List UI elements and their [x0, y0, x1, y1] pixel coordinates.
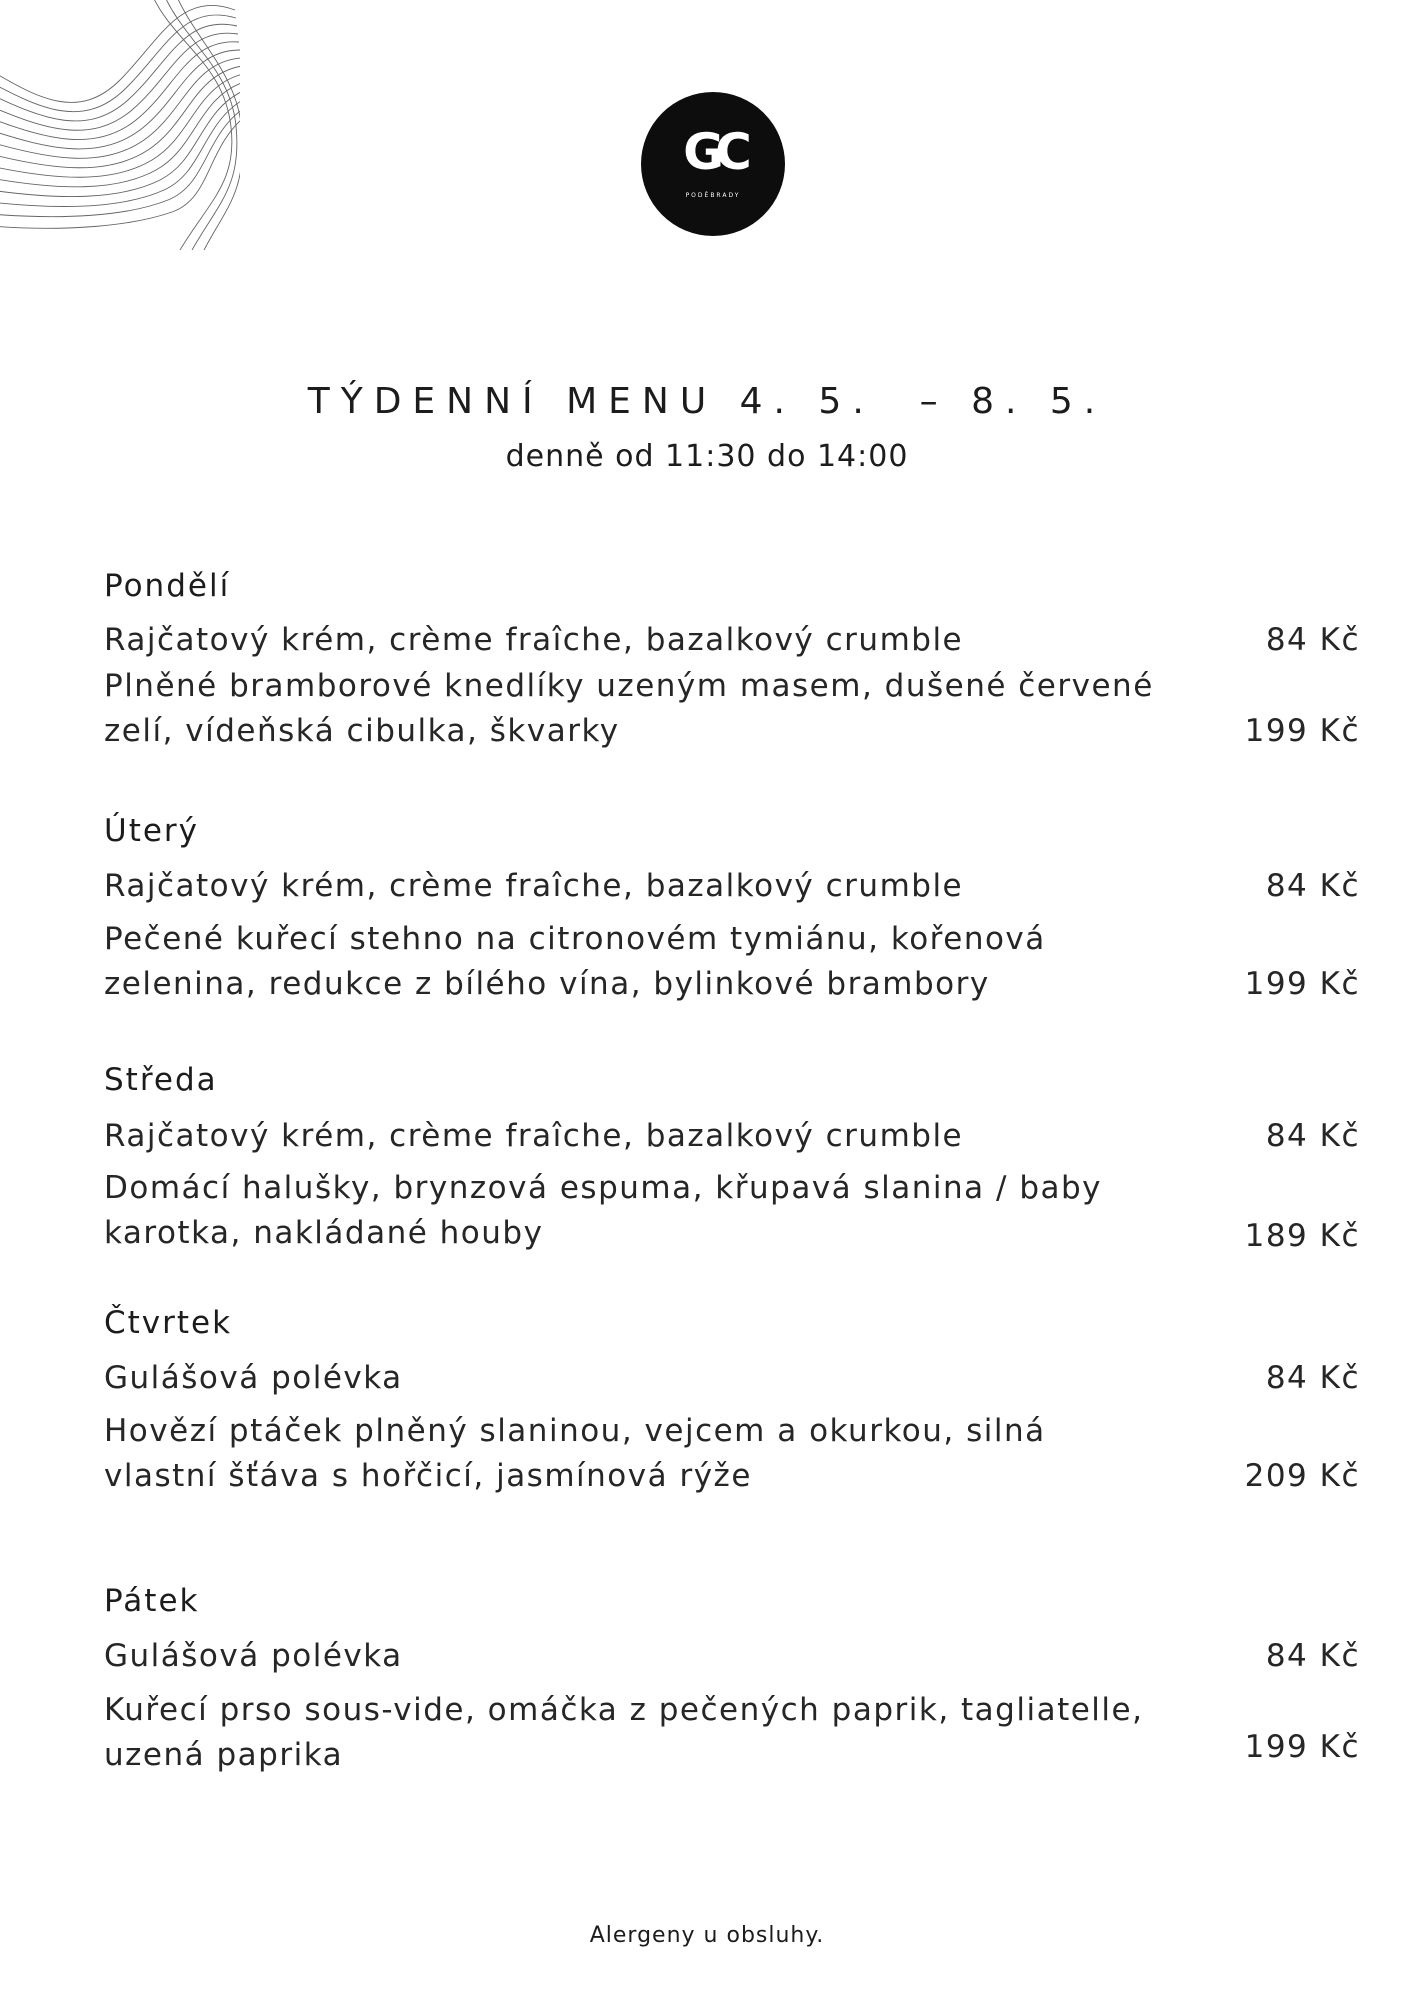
day-name: Úterý	[104, 813, 200, 849]
dish-description: Rajčatový krém, crème fraîche, bazalkový crumble	[104, 1118, 964, 1154]
menu-hours: denně od 11:30 do 14:00	[505, 439, 909, 474]
dish-description: Kuřecí prso sous-vide, omáčka z pečených paprik, tagliatelle, uzená paprika	[104, 1692, 1144, 1773]
dish-description: Gulášová polévka	[104, 1360, 403, 1396]
dish-description: Gulášová polévka	[104, 1638, 403, 1674]
wave-lines-decoration	[0, 0, 240, 250]
dish-price: 84 Kč	[1265, 868, 1360, 904]
dish-price: 199 Kč	[1244, 966, 1360, 1002]
dish-description: Rajčatový krém, crème fraîche, bazalkový crumble	[104, 622, 964, 658]
logo-subtitle: PODĚBRADY	[685, 192, 741, 199]
dish-price: 84 Kč	[1265, 622, 1360, 658]
day-name: Čtvrtek	[104, 1305, 233, 1341]
dish-description: Pečené kuřecí stehno na citronovém tymiánu, kořenová zelenina, redukce z bílého vína, bylinkové brambory	[104, 921, 1046, 1002]
dish-description: Hovězí ptáček plněný slaninou, vejcem a okurkou, silná vlastní šťáva s hořčicí, jasmínová rýže	[104, 1413, 1046, 1494]
logo-mark: GC	[683, 123, 743, 181]
day-name: Pátek	[104, 1583, 200, 1619]
allergen-note: Alergeny u obsluhy.	[589, 1923, 825, 1948]
dish-price: 84 Kč	[1265, 1360, 1360, 1396]
dish-description: Rajčatový krém, crème fraîche, bazalkový crumble	[104, 868, 964, 904]
dish-price: 84 Kč	[1265, 1118, 1360, 1154]
logo	[641, 92, 785, 236]
dish-price: 84 Kč	[1265, 1638, 1360, 1674]
day-name: Středa	[104, 1062, 218, 1098]
dish-price: 209 Kč	[1244, 1458, 1360, 1494]
dish-price: 199 Kč	[1244, 1729, 1360, 1765]
day-name: Pondělí	[104, 568, 231, 604]
menu-title: TÝDENNÍ MENU 4. 5. – 8. 5.	[307, 381, 1107, 422]
dish-price: 189 Kč	[1244, 1218, 1360, 1254]
dish-description: Plněné bramborové knedlíky uzeným masem, dušené červené zelí, vídeňská cibulka, škvarky	[104, 668, 1154, 749]
dish-description: Domácí halušky, brynzová espuma, křupavá slanina / baby karotka, nakládané houby	[104, 1170, 1103, 1251]
dish-price: 199 Kč	[1244, 713, 1360, 749]
